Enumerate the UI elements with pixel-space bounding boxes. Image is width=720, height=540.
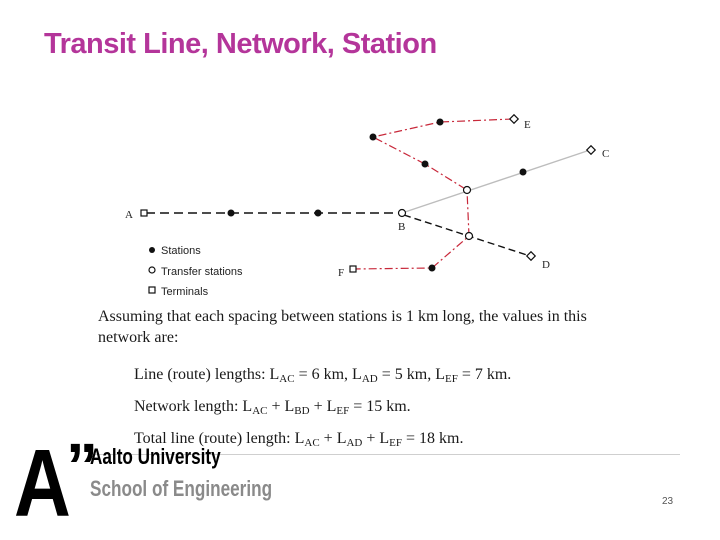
label-b: B — [398, 221, 406, 233]
line-lengths-text: Line (route) lengths: $L_{AC} = 6$ km, $L_{AD} = 5$ km, $L_{EF} = 7$ km. — [134, 366, 512, 385]
legend-terminals: Terminals — [161, 286, 209, 298]
terminal-d — [527, 252, 535, 260]
transfer-station-b — [399, 210, 406, 217]
station-2 — [315, 210, 322, 217]
legend-station-icon — [149, 247, 155, 253]
legend-transfer: Transfer stations — [161, 266, 243, 278]
legend-stations: Stations — [161, 245, 201, 257]
label-a: A — [125, 209, 133, 221]
station-3 — [520, 169, 527, 176]
label-e: E — [524, 119, 531, 131]
terminal-a — [141, 210, 147, 216]
transfer-station-2 — [464, 187, 471, 194]
logo-school-name: School of Engineering — [90, 476, 273, 501]
label-d: D — [542, 259, 550, 271]
terminal-e — [510, 115, 518, 123]
network-length-text: Network length: $L_{AC} + L_{BD} + L_{EF} = 15$ km. — [134, 398, 411, 417]
logo-letter: A — [14, 430, 71, 537]
slide-title: Transit Line, Network, Station — [44, 28, 437, 60]
total-length-text: Total line (route) length: $L_{AC} + L_{AD} + L_{EF} = 18$ km. — [134, 430, 464, 449]
station-6 — [422, 161, 429, 168]
station-1 — [228, 210, 235, 217]
line-b-c — [402, 150, 590, 213]
legend-terminal-icon — [149, 287, 155, 293]
intro-paragraph: Assuming that each spacing between stations is 1 km long, the values in this network are: — [98, 308, 587, 346]
terminal-c — [587, 146, 595, 154]
station-4 — [437, 119, 444, 126]
station-7 — [429, 265, 436, 272]
aalto-logo — [14, 430, 273, 537]
logo-university-name: Aalto University — [90, 444, 221, 469]
transfer-station-3 — [466, 233, 473, 240]
legend-transfer-icon — [149, 267, 155, 273]
station-5 — [370, 134, 377, 141]
terminal-f — [350, 266, 356, 272]
label-f: F — [338, 267, 345, 279]
line-e-f — [353, 119, 513, 269]
label-c: C — [602, 148, 610, 160]
logo-quote-mark: ” — [66, 430, 98, 502]
page-number: 23 — [662, 496, 674, 507]
